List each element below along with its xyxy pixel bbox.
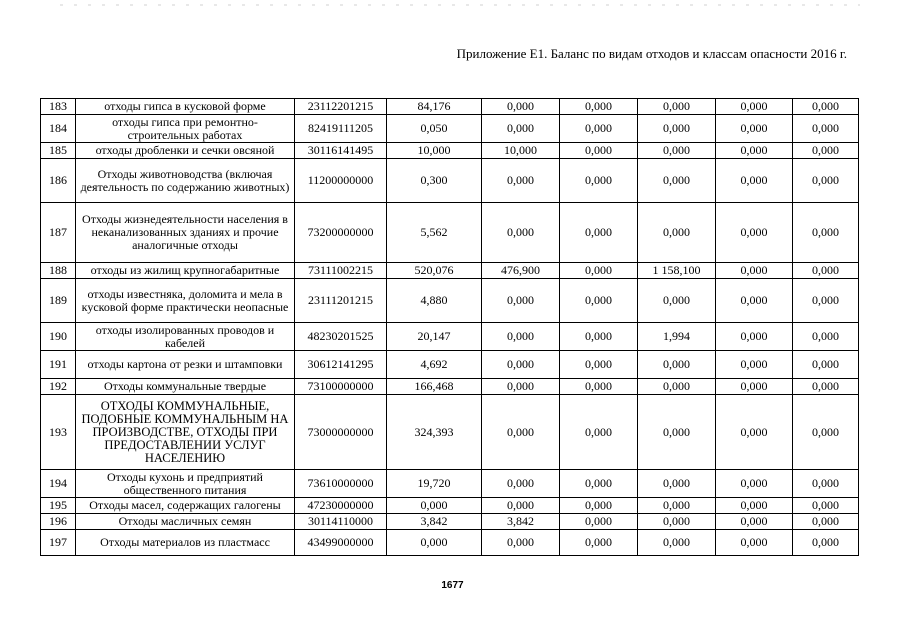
value-cell: 19,720 xyxy=(387,470,482,498)
value-cell: 0,000 xyxy=(793,514,859,530)
waste-name: отходы из жилищ крупногабаритные xyxy=(76,263,295,279)
table-row xyxy=(41,379,859,395)
value-cell: 0,000 xyxy=(716,379,793,395)
row-number: 188 xyxy=(41,263,76,279)
waste-name: ОТХОДЫ КОММУНАЛЬНЫЕ, ПОДОБНЫЕ КОММУНАЛЬНЫМ НА ПРОИЗВОДСТВЕ, ОТХОДЫ ПРИ ПРЕДОСТАВЛЕНИИ УСЛУГ НАСЕЛЕНИЮ xyxy=(76,395,295,470)
waste-name: отходы известняка, доломита и мела в кусковой форме практически неопасные xyxy=(76,279,295,323)
value-cell: 0,000 xyxy=(793,115,859,143)
value-cell: 0,000 xyxy=(716,498,793,514)
value-cell: 0,000 xyxy=(482,351,560,379)
waste-name: Отходы жизнедеятельности населения в неканализованных зданиях и прочие аналогичные отходы xyxy=(76,203,295,263)
waste-name: Отходы коммунальные твердые xyxy=(76,379,295,395)
value-cell: 0,000 xyxy=(716,115,793,143)
row-number: 197 xyxy=(41,530,76,556)
value-cell: 0,000 xyxy=(387,530,482,556)
waste-code: 47230000000 xyxy=(295,498,387,514)
value-cell: 0,000 xyxy=(638,99,716,115)
waste-code: 73100000000 xyxy=(295,379,387,395)
value-cell: 0,000 xyxy=(560,203,638,263)
value-cell: 0,000 xyxy=(638,203,716,263)
value-cell: 0,000 xyxy=(482,498,560,514)
value-cell: 0,000 xyxy=(482,323,560,351)
table-row xyxy=(41,159,859,203)
value-cell: 520,076 xyxy=(387,263,482,279)
scan-noise xyxy=(60,4,860,6)
value-cell: 0,000 xyxy=(560,470,638,498)
value-cell: 0,000 xyxy=(560,379,638,395)
row-number: 184 xyxy=(41,115,76,143)
table-row xyxy=(41,279,859,323)
value-cell: 0,000 xyxy=(793,99,859,115)
value-cell: 0,000 xyxy=(560,395,638,470)
waste-code: 73610000000 xyxy=(295,470,387,498)
value-cell: 5,562 xyxy=(387,203,482,263)
row-number: 193 xyxy=(41,395,76,470)
value-cell: 4,692 xyxy=(387,351,482,379)
value-cell: 0,000 xyxy=(716,203,793,263)
row-number: 192 xyxy=(41,379,76,395)
value-cell: 0,000 xyxy=(716,470,793,498)
table-row xyxy=(41,263,859,279)
value-cell: 324,393 xyxy=(387,395,482,470)
waste-code: 43499000000 xyxy=(295,530,387,556)
waste-code: 30114110000 xyxy=(295,514,387,530)
value-cell: 0,000 xyxy=(638,498,716,514)
value-cell: 0,000 xyxy=(793,379,859,395)
value-cell: 0,000 xyxy=(638,143,716,159)
waste-name: Отходы масел, содержащих галогены xyxy=(76,498,295,514)
waste-name: Отходы материалов из пластмасс xyxy=(76,530,295,556)
table-row xyxy=(41,143,859,159)
value-cell: 0,000 xyxy=(482,99,560,115)
value-cell: 0,000 xyxy=(482,530,560,556)
value-cell: 0,000 xyxy=(716,99,793,115)
table-row xyxy=(41,514,859,530)
value-cell: 0,000 xyxy=(638,514,716,530)
value-cell: 0,000 xyxy=(793,203,859,263)
value-cell: 0,000 xyxy=(793,470,859,498)
waste-code: 23112201215 xyxy=(295,99,387,115)
waste-name: отходы гипса при ремонтно-строительных работах xyxy=(76,115,295,143)
value-cell: 0,000 xyxy=(716,279,793,323)
value-cell: 0,000 xyxy=(560,99,638,115)
row-number: 183 xyxy=(41,99,76,115)
value-cell: 0,000 xyxy=(638,530,716,556)
value-cell: 0,000 xyxy=(560,323,638,351)
value-cell: 0,000 xyxy=(793,263,859,279)
value-cell: 0,000 xyxy=(482,115,560,143)
value-cell: 0,000 xyxy=(560,279,638,323)
row-number: 196 xyxy=(41,514,76,530)
row-number: 189 xyxy=(41,279,76,323)
value-cell: 1,994 xyxy=(638,323,716,351)
waste-name: отходы гипса в кусковой форме xyxy=(76,99,295,115)
waste-name: отходы дробленки и сечки овсяной xyxy=(76,143,295,159)
row-number: 191 xyxy=(41,351,76,379)
waste-name: отходы изолированных проводов и кабелей xyxy=(76,323,295,351)
value-cell: 0,000 xyxy=(560,498,638,514)
value-cell: 0,000 xyxy=(793,143,859,159)
row-number: 186 xyxy=(41,159,76,203)
page-title: Приложение Е1. Баланс по видам отходов и классам опасности 2016 г. xyxy=(456,46,847,61)
value-cell: 0,300 xyxy=(387,159,482,203)
waste-code: 73200000000 xyxy=(295,203,387,263)
waste-balance-table xyxy=(40,98,859,556)
value-cell: 0,000 xyxy=(716,323,793,351)
waste-name: Отходы кухонь и предприятий общественного питания xyxy=(76,470,295,498)
value-cell: 10,000 xyxy=(387,143,482,159)
value-cell: 0,000 xyxy=(560,159,638,203)
value-cell: 0,000 xyxy=(482,203,560,263)
row-number: 190 xyxy=(41,323,76,351)
waste-code: 30116141495 xyxy=(295,143,387,159)
value-cell: 0,000 xyxy=(793,279,859,323)
value-cell: 0,000 xyxy=(716,263,793,279)
value-cell: 0,000 xyxy=(638,159,716,203)
waste-name: Отходы животноводства (включая деятельность по содержанию животных) xyxy=(76,159,295,203)
value-cell: 0,000 xyxy=(560,351,638,379)
row-number: 195 xyxy=(41,498,76,514)
waste-code: 48230201525 xyxy=(295,323,387,351)
value-cell: 0,000 xyxy=(716,530,793,556)
value-cell: 0,050 xyxy=(387,115,482,143)
table-row xyxy=(41,498,859,514)
value-cell: 0,000 xyxy=(560,143,638,159)
table-row xyxy=(41,323,859,351)
value-cell: 0,000 xyxy=(560,115,638,143)
value-cell: 0,000 xyxy=(482,279,560,323)
value-cell: 0,000 xyxy=(560,530,638,556)
page-number: 1677 xyxy=(441,580,464,591)
value-cell: 0,000 xyxy=(716,159,793,203)
value-cell: 1 158,100 xyxy=(638,263,716,279)
value-cell: 0,000 xyxy=(482,159,560,203)
table-row xyxy=(41,203,859,263)
waste-name: отходы картона от резки и штамповки xyxy=(76,351,295,379)
value-cell: 0,000 xyxy=(793,159,859,203)
value-cell: 0,000 xyxy=(638,379,716,395)
value-cell: 0,000 xyxy=(482,395,560,470)
value-cell: 20,147 xyxy=(387,323,482,351)
waste-code: 82419111205 xyxy=(295,115,387,143)
waste-code: 73000000000 xyxy=(295,395,387,470)
value-cell: 0,000 xyxy=(560,263,638,279)
value-cell: 0,000 xyxy=(793,351,859,379)
value-cell: 0,000 xyxy=(482,379,560,395)
waste-code: 73111002215 xyxy=(295,263,387,279)
value-cell: 0,000 xyxy=(793,498,859,514)
value-cell: 0,000 xyxy=(716,395,793,470)
waste-code: 23111201215 xyxy=(295,279,387,323)
value-cell: 0,000 xyxy=(793,323,859,351)
value-cell: 0,000 xyxy=(638,351,716,379)
row-number: 185 xyxy=(41,143,76,159)
value-cell: 84,176 xyxy=(387,99,482,115)
table-row xyxy=(41,115,859,143)
row-number: 187 xyxy=(41,203,76,263)
value-cell: 0,000 xyxy=(560,514,638,530)
value-cell: 3,842 xyxy=(387,514,482,530)
value-cell: 0,000 xyxy=(793,395,859,470)
value-cell: 166,468 xyxy=(387,379,482,395)
value-cell: 0,000 xyxy=(638,470,716,498)
value-cell: 0,000 xyxy=(638,279,716,323)
value-cell: 0,000 xyxy=(716,351,793,379)
waste-name: Отходы масличных семян xyxy=(76,514,295,530)
value-cell: 0,000 xyxy=(716,143,793,159)
value-cell: 476,900 xyxy=(482,263,560,279)
table-row xyxy=(41,351,859,379)
value-cell: 0,000 xyxy=(482,470,560,498)
row-number: 194 xyxy=(41,470,76,498)
table-row xyxy=(41,470,859,498)
value-cell: 0,000 xyxy=(716,514,793,530)
value-cell: 4,880 xyxy=(387,279,482,323)
value-cell: 0,000 xyxy=(387,498,482,514)
value-cell: 0,000 xyxy=(793,530,859,556)
table-row xyxy=(41,395,859,470)
waste-code: 11200000000 xyxy=(295,159,387,203)
value-cell: 10,000 xyxy=(482,143,560,159)
value-cell: 0,000 xyxy=(638,115,716,143)
waste-code: 30612141295 xyxy=(295,351,387,379)
table-row xyxy=(41,530,859,556)
value-cell: 3,842 xyxy=(482,514,560,530)
table-row xyxy=(41,99,859,115)
value-cell: 0,000 xyxy=(638,395,716,470)
